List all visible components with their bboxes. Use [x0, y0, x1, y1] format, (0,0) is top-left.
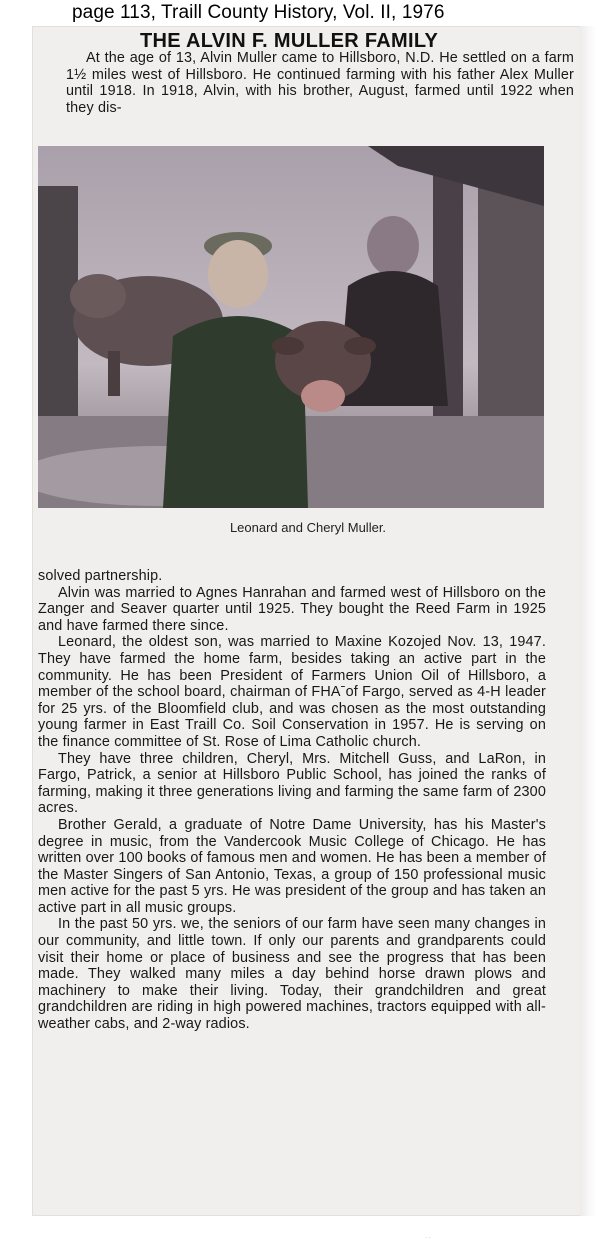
photo-caption: Leonard and Cheryl Muller. — [229, 520, 387, 535]
clipping-edge — [580, 26, 596, 1216]
article-headline: THE ALVIN F. MULLER FAMILY — [140, 30, 439, 52]
paragraph-reflection: In the past 50 yrs. we, the seniors of our farm have seen many changes in our community, and little town. If only our parents and grandparents could visit their home or place of business and see the progress that has been made. They walked many miles a day behind horse drawn plows and machinery to make their living. Today, their grandchildren and great grandchildren are riding in high powered machines, tractors equipped with all-weather cabs, and 2-way radios. — [38, 916, 546, 1033]
paragraph-leonard: Leonard, the oldest son, was married to Maxine Kozojed Nov. 13, 1947. They have farmed the home farm, besides taking an active part in the community. He has been President of Farmers Union Oil of Hillsboro, a member of the school board, chairman of FHAˉof Fargo, served as 4-H leader for 25 yrs. of the Bloomfield club, and was chosen as the most outstanding young farmer in East Traill Co. Soil Conservation in 1957. He is serving on the finance committee of St. Rose of Lima Catholic church. — [38, 634, 546, 750]
intro-paragraph — [66, 50, 574, 116]
paragraph-gerald: Brother Gerald, a graduate of Notre Dame University, has his Master's degree in music, from the Vandercook Music College of Chicago. He has written over 100 books of famous men and women. He has been a member of the Master Singers of San Antonio, Texas, a group of 150 professional music men active for the past 5 yrs. He was president of the group and has taken an active part in all music groups. — [38, 816, 546, 916]
page-label: page 113, Traill County History, Vol. II, 1976 — [72, 2, 445, 23]
paragraph-marriage: Alvin was married to Agnes Hanrahan and farmed west of Hillsboro on the Zanger and Seaver quarter until 1925. They bought the Reed Farm in 1925 and have farmed there since. — [38, 584, 546, 634]
photo-illustration — [38, 146, 544, 508]
paragraph-continued: solved partnership. — [38, 568, 163, 584]
paragraph-children: They have three children, Cheryl, Mrs. Mitchell Guss, and LaRon, in Fargo, Patrick, a senior at Hillsboro Public School, has joined the ranks of farming, making it three generations living and farming the same farm of 2300 acres. — [38, 750, 546, 817]
photo-leonard-cheryl — [38, 146, 544, 508]
intro-text: At the age of 13, Alvin Muller came to Hillsboro, N.D. He settled on a farm 1½ miles west of Hillsboro. He continued farming with his father Alex Muller until 1918. In 1918, Alvin, with his brother, August, farmed until 1922 when they dis- — [66, 50, 574, 116]
article-body — [38, 568, 546, 1033]
scan-speck: · · — [425, 1235, 431, 1241]
